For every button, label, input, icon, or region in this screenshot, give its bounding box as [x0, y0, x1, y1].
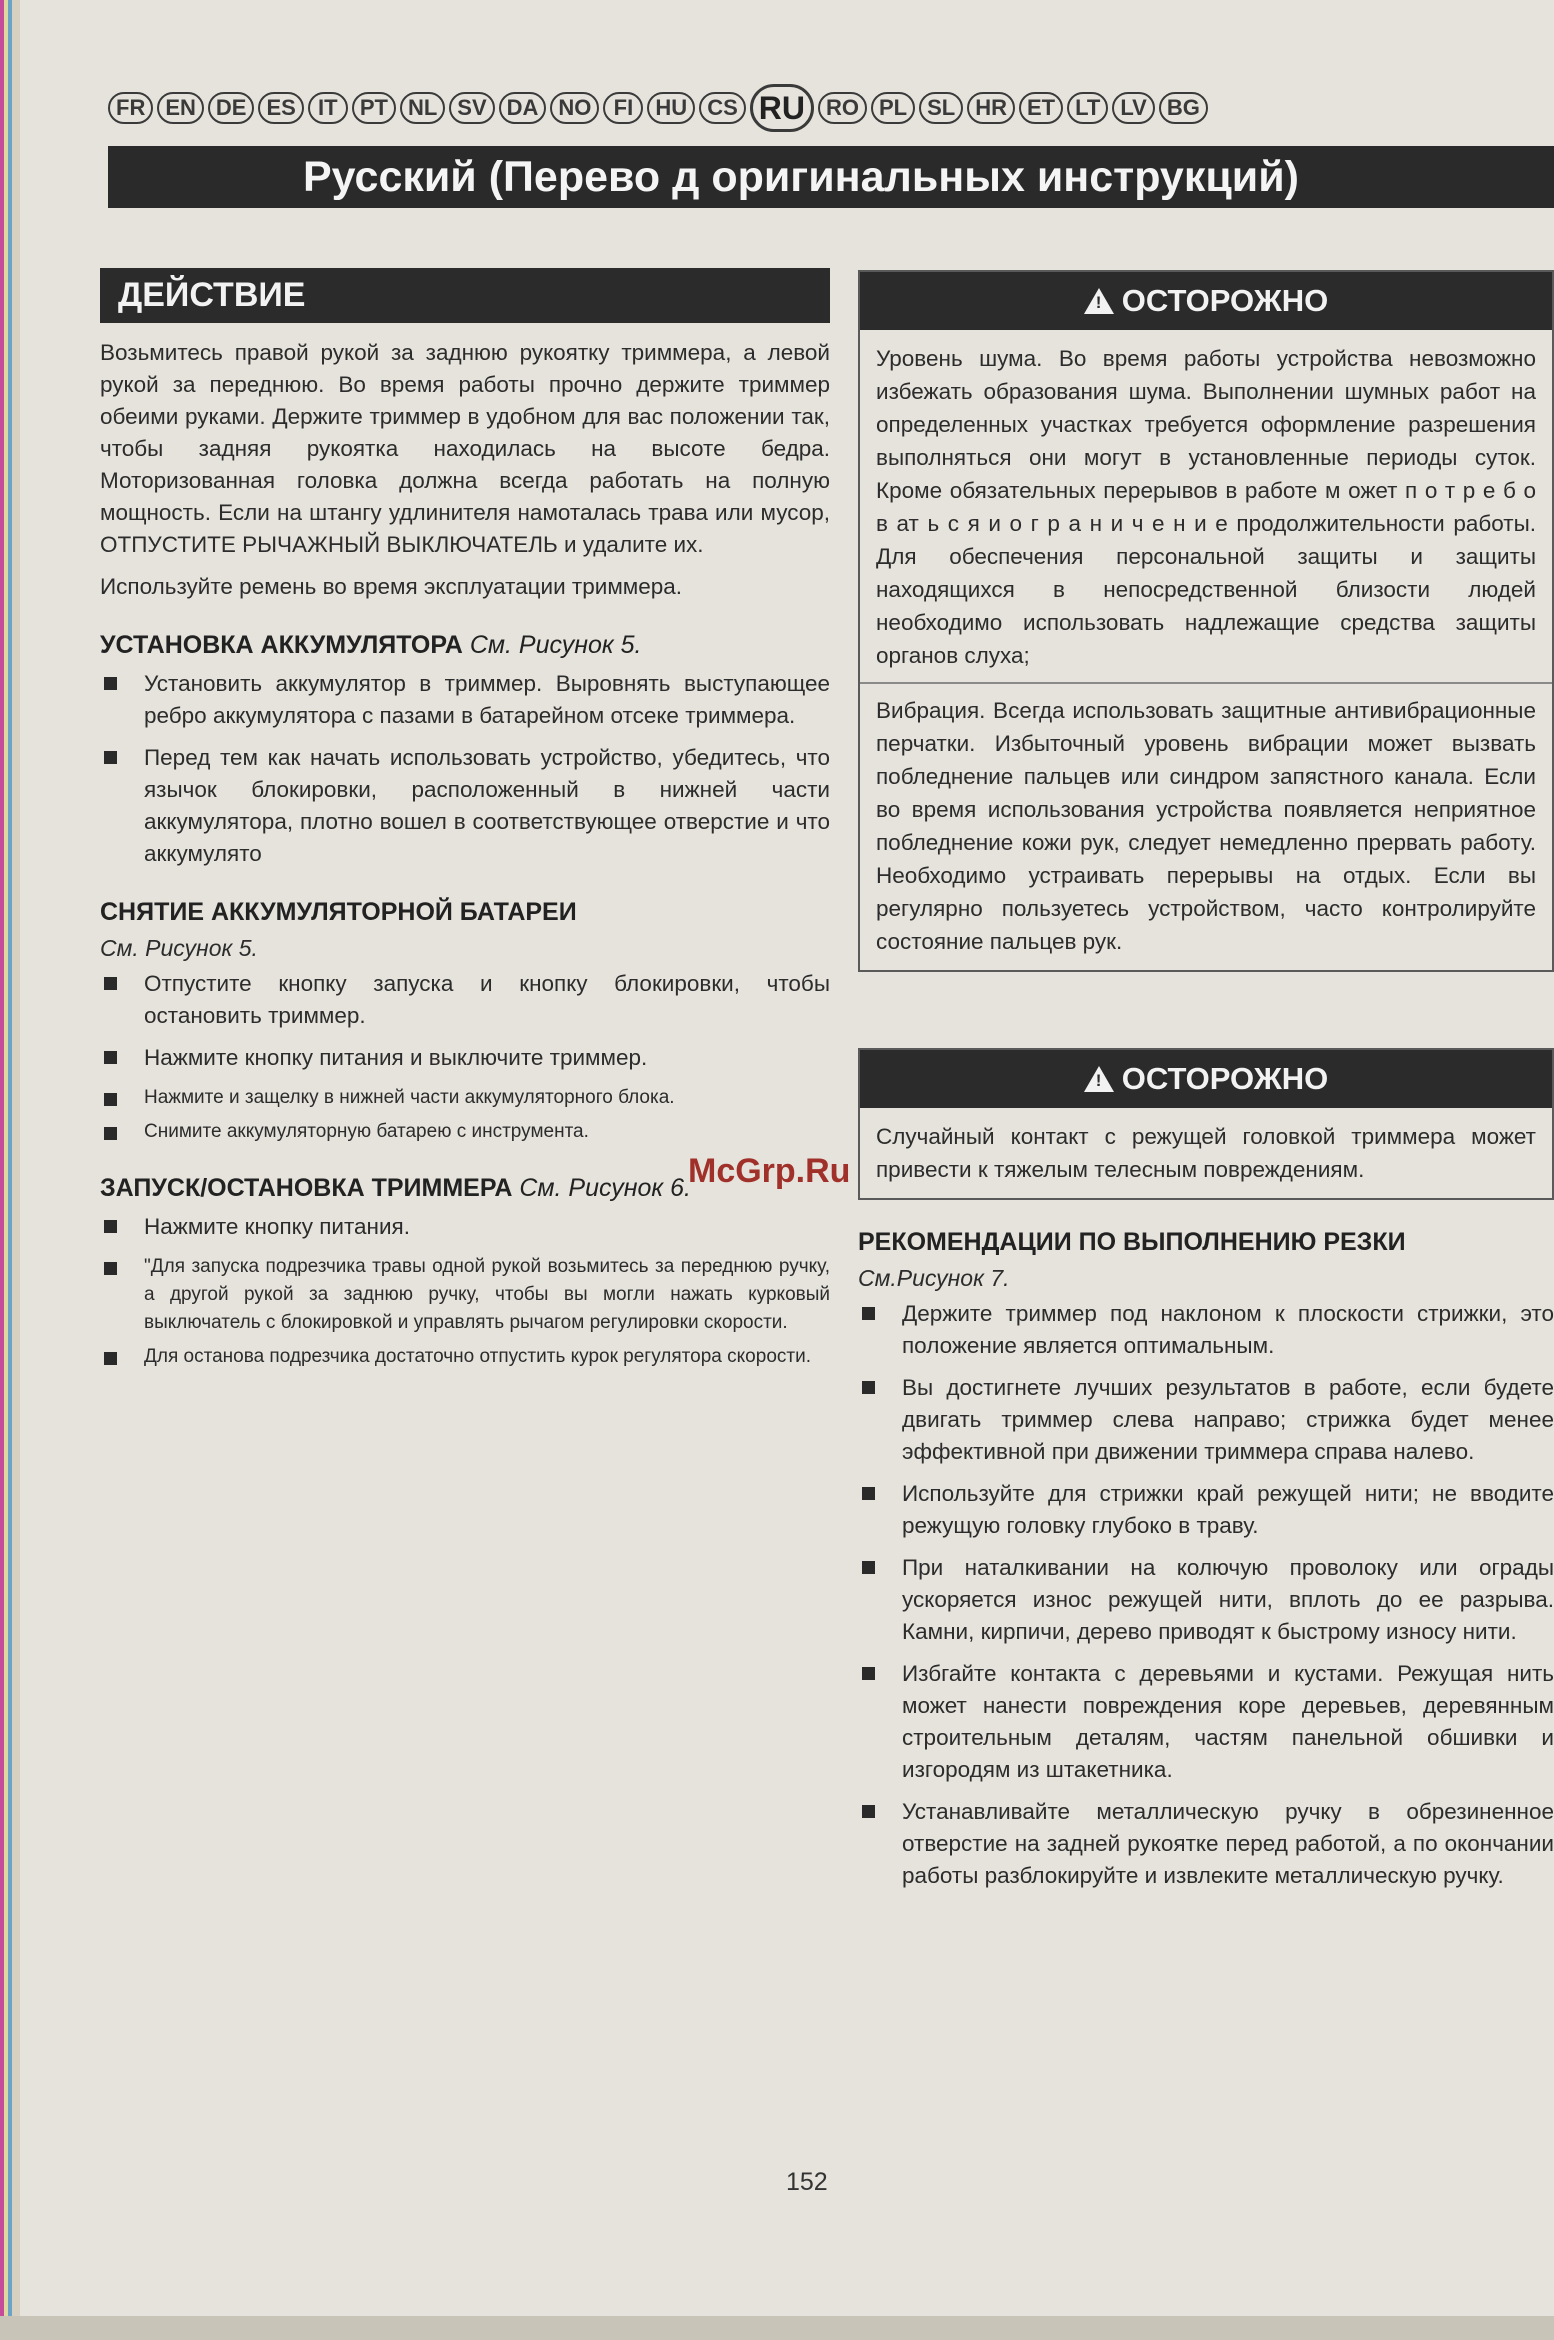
language-tab-da: DA	[499, 92, 547, 124]
list-item: При наталкивании на колючую проволоку или ограды ускоряется износ режущей нити, вплоть до ее разрыва. Камни, кирпичи, дерево приводят к быстрому износу нити.	[858, 1552, 1554, 1648]
language-tab-lt: LT	[1067, 92, 1108, 124]
bullet-icon	[104, 1051, 117, 1064]
language-tab-fr: FR	[108, 92, 153, 124]
remove-battery-heading: СНЯТИЕ АККУМУЛЯТОРНОЙ БАТАРЕИ	[100, 898, 577, 926]
cutting-head-warning	[858, 1048, 1554, 1200]
bullet-icon	[104, 1262, 117, 1275]
cutting-list	[858, 1298, 1554, 1892]
install-battery-list	[100, 668, 830, 870]
bullet-icon	[104, 977, 117, 990]
bullet-icon	[104, 1220, 117, 1233]
cutting-warning-paragraph: Случайный контакт с режущей головкой триммера может привести к тяжелым телесным повреждениям.	[876, 1124, 1536, 1182]
bullet-icon	[104, 1093, 117, 1106]
list-item: Нажмите кнопку питания и выключите триммер.	[100, 1042, 830, 1074]
right-column	[858, 270, 1554, 1902]
language-tab-sv: SV	[449, 92, 494, 124]
start-stop-list	[100, 1211, 830, 1371]
warning-triangle-icon: !	[1084, 288, 1114, 314]
language-tab-hr: HR	[967, 92, 1015, 124]
warning-header: ! ОСТОРОЖНО	[860, 272, 1552, 330]
remove-battery-list	[100, 968, 830, 1146]
language-tab-cs: CS	[699, 92, 746, 124]
bullet-icon	[862, 1487, 875, 1500]
language-tab-ru: RU	[750, 84, 814, 132]
left-column	[100, 268, 830, 1377]
list-item: Вы достигнете лучших результатов в работе, если будете двигать триммер слева направо; стрижка будет менее эффективной при движении триммера справа налево.	[858, 1372, 1554, 1468]
list-item: Устанавливайте металлическую ручку в обрезиненное отверстие на задней рукоятке перед работой, а по окончании работы разблокируйте и извлеките металлическую ручку.	[858, 1796, 1554, 1892]
language-tab-de: DE	[208, 92, 255, 124]
list-item: Отпустите кнопку запуска и кнопку блокировки, чтобы остановить триммер.	[100, 968, 830, 1032]
start-stop-heading: ЗАПУСК/ОСТАНОВКА ТРИММЕРА См. Рисунок 6.	[100, 1174, 691, 1202]
page-number: 152	[786, 2168, 828, 2196]
bullet-icon	[104, 1127, 117, 1140]
list-item: Нажмите кнопку питания.	[100, 1211, 830, 1243]
list-item: Используйте для стрижки край режущей нити; не вводите режущую головку глубоко в траву.	[858, 1478, 1554, 1542]
language-tab-hu: HU	[647, 92, 695, 124]
language-tab-pl: PL	[871, 92, 915, 124]
figure-ref: См.Рисунок 7.	[858, 1265, 1010, 1291]
watermark: McGrp.Ru	[688, 1152, 851, 1190]
scan-bottom-edge	[0, 2316, 1554, 2340]
list-item: Избгайте контакта с деревьями и кустами. Режущая нить может нанести повреждения коре деревьев, деревянным строительным деталям, частям панельной обшивки и изгородям из штакетника.	[858, 1658, 1554, 1786]
bullet-icon	[104, 751, 117, 764]
action-paragraph: Возьмитесь правой рукой за заднюю рукоятку триммера, а левой рукой за переднюю. Во время работы прочно держите триммер обеими руками. Держите триммер в удобном для вас положении так, чтобы задняя рукоятка находилась на высоте бедра. Моторизованная головка должна всегда работать на полную мощность. Если на штангу удлинителя намоталась трава или мусор, ОТПУСТИТЕ РЫЧАЖНЫЙ ВЫКЛЮЧАТЕЛЬ и удалите их.	[100, 340, 830, 557]
list-item: Снимите аккумуляторную батарею с инструмента.	[100, 1118, 830, 1146]
list-item: Перед тем как начать использовать устройство, убедитесь, что язычок блокировки, расположенный в нижней части аккумулятора, плотно вошел в соответствующее отверстие и что аккумулято	[100, 742, 830, 870]
noise-vibration-warning	[858, 270, 1554, 972]
scan-edge-stripe	[0, 0, 20, 2340]
list-item: Нажмите и защелку в нижней части аккумуляторного блока.	[100, 1084, 830, 1112]
section-heading-action: ДЕЙСТВИЕ	[100, 268, 830, 323]
belt-paragraph: Используйте ремень во время эксплуатации триммера.	[100, 574, 683, 599]
language-tab-ro: RO	[818, 92, 867, 124]
page-title-text: Русский (Перево д оригинальных инструкций)	[303, 152, 1299, 201]
language-tab-es: ES	[258, 92, 303, 124]
figure-ref: См. Рисунок 6.	[519, 1174, 691, 1202]
bullet-icon	[862, 1307, 875, 1320]
noise-paragraph: Уровень шума. Во время работы устройства невозможно избежать образования шума. Выполнении шумных работ на определенных участках требуется оформление разрешения выполняться они могут в установленные периоды суток. Кроме обязательных перерывов в работе м ожет п о т р е б о в ат ь с я и о г р а н и ч е н и е продолжительности работы. Для обеспечения персональной защиты и защиты находящихся в непосредственной близости людей необходимо использовать надлежащие средства защиты органов слуха;	[876, 346, 1536, 668]
vibration-paragraph: Вибрация. Всегда использовать защитные антивибрационные перчатки. Избыточный уровень вибрации может вызвать побледнение пальцев или синдром запястного канала. Если во время использования устройства появляется неприятное побледнение кожи рук, следует немедленно прервать работу. Необходимо устраивать перерывы на отдых. Если вы регулярно пользуетесь устройством, часто контролируйте состояние пальцев рук.	[876, 698, 1536, 954]
language-tab-it: IT	[308, 92, 348, 124]
figure-ref: См. Рисунок 5.	[469, 631, 642, 659]
list-item: Для останова подрезчика достаточно отпустить курок регулятора скорости.	[100, 1343, 830, 1371]
language-tab-fi: FI	[603, 92, 643, 124]
bullet-icon	[862, 1381, 875, 1394]
language-selector	[108, 84, 1208, 132]
language-tab-et: ET	[1019, 92, 1063, 124]
language-tab-no: NO	[550, 92, 599, 124]
bullet-icon	[862, 1667, 875, 1680]
list-item: Установить аккумулятор в триммер. Выровнять выступающее ребро аккумулятора с пазами в батарейном отсеке триммера.	[100, 668, 830, 732]
language-tab-lv: LV	[1112, 92, 1154, 124]
list-item: Держите триммер под наклоном к плоскости стрижки, это положение является оптимальным.	[858, 1298, 1554, 1362]
language-tab-pt: PT	[352, 92, 396, 124]
language-tab-bg: BG	[1159, 92, 1208, 124]
language-tab-sl: SL	[919, 92, 963, 124]
figure-ref: См. Рисунок 5.	[100, 935, 258, 961]
bullet-icon	[104, 677, 117, 690]
language-tab-nl: NL	[400, 92, 445, 124]
warning-header: ! ОСТОРОЖНО	[860, 1050, 1552, 1108]
bullet-icon	[104, 1352, 117, 1365]
divider	[860, 682, 1552, 684]
install-battery-heading: УСТАНОВКА АККУМУЛЯТОРА См. Рисунок 5.	[100, 631, 642, 659]
bullet-icon	[862, 1805, 875, 1818]
language-tab-en: EN	[157, 92, 204, 124]
bullet-icon	[862, 1561, 875, 1574]
page-title	[108, 146, 1554, 208]
list-item: "Для запуска подрезчика травы одной рукой возьмитесь за переднюю ручку, а другой рукой за заднюю ручку, чтобы вы могли нажать курковый выключатель с блокировкой и управлять рычагом регулировки скорости.	[100, 1253, 830, 1337]
warning-triangle-icon: !	[1084, 1066, 1114, 1092]
cutting-recommendations-heading: РЕКОМЕНДАЦИИ ПО ВЫПОЛНЕНИЮ РЕЗКИ	[858, 1228, 1406, 1256]
